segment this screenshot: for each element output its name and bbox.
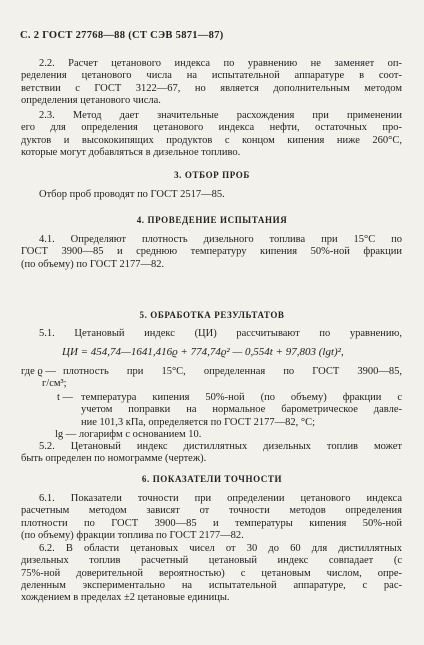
text-line: 2.2. Расчет цетанового индекса по уравнению не заменяет оп- — [39, 58, 402, 69]
text-line: дизельных топлив расчетный цетановый индекс совпадает (с — [21, 555, 402, 567]
cetane-index-formula: ЦИ = 454,74—1641,416ϱ + 774,74ϱ² — 0,554t + 97,803 (lgt)², — [62, 346, 344, 358]
section-heading-6: 6. ПОКАЗАТЕЛИ ТОЧНОСТИ — [141, 474, 283, 484]
text-line: (по объему) фракции топлива по ГОСТ 2177—82. — [21, 529, 244, 541]
section-heading-4: 4. ПРОВЕДЕНИЕ ИСПЫТАНИЯ — [136, 215, 288, 225]
text-line: г/см³; — [42, 378, 67, 390]
text-line: расчетным методом зависят от точности методов определения — [21, 505, 402, 517]
text-line: 5.2. Цетановый индекс дистиллятных дизельных топлив может — [39, 441, 402, 452]
paragraph-6-1 — [21, 493, 402, 542]
definition-t — [21, 392, 402, 429]
text-line: ние 101,3 кПа, определяется по ГОСТ 2177—82, °С; — [81, 416, 315, 428]
paragraph-3 — [21, 189, 402, 201]
text-line: учетом поправки на нормальное барометрическое давле- — [81, 404, 402, 416]
text-line: 5.1. Цетановый индекс (ЦИ) рассчитывают по уравнению, — [39, 328, 402, 339]
text-line: деленным экспериментально на испытательной аппаратуре, с рас- — [21, 579, 402, 591]
text-line: 6.2. В области цетановых чисел от 30 до 60 для дистиллятных — [39, 543, 402, 554]
section-heading-5: 5. ОБРАБОТКА РЕЗУЛЬТАТОВ — [139, 310, 285, 320]
section-heading-3: 3. ОТБОР ПРОБ — [174, 170, 250, 180]
definition-body — [42, 366, 402, 391]
paragraph-4-1 — [21, 234, 402, 271]
text-line: 4.1. Определяют плотность дизельного топлива при 15°С по — [39, 234, 402, 245]
text-line: 75%-ной доверительной вероятностью) с цетановым числом, опре- — [21, 567, 402, 579]
text-line: ветствии с ГОСТ 3122—67, но является дополнительным методом — [21, 82, 402, 94]
text-line: ГОСТ 3900—85 и среднюю температуру кипения 50%-ной фракции — [21, 246, 402, 258]
paragraph-5-2 — [21, 441, 402, 466]
text-line: определения цетанового числа. — [21, 94, 161, 106]
text-line: плотности по ГОСТ 3900—85 и температуры кипения 50%-ной — [21, 517, 402, 529]
text-line: хождением в пределах ±2 цетановые единицы. — [21, 592, 230, 604]
page-header: С. 2 ГОСТ 27768—88 (СТ СЭВ 5871—87) — [20, 30, 224, 41]
text-line: 6.1. Показатели точности при определении цетанового индекса — [39, 493, 402, 504]
text-line: (по объему) по ГОСТ 2177—82. — [21, 258, 165, 270]
paragraph-6-2 — [21, 543, 402, 604]
text-line: lg — логарифм с основанием 10. — [55, 429, 202, 440]
definition-rho — [21, 366, 402, 392]
text-line: Отбор проб проводят по ГОСТ 2517—85. — [39, 189, 225, 200]
definition-body — [81, 392, 402, 429]
text-line: которые могут добавляться в дизельное топливо. — [21, 146, 241, 158]
paragraph-2-2 — [21, 58, 402, 107]
text-line: температура кипения 50%-ной (по объему) фракции с — [81, 392, 402, 403]
definition-lg — [21, 429, 402, 441]
text-line: плотность при 15°С, определенная по ГОСТ 3900—85, — [63, 366, 402, 377]
paragraph-2-3 — [21, 110, 402, 159]
text-line: его для определения цетанового индекса нефти, остаточных про- — [21, 122, 402, 134]
variable-definitions — [21, 366, 402, 441]
text-line: быть определен по номограмме (чертеж). — [21, 453, 207, 465]
text-line: 2.3. Метод дает значительные расхождения при применении — [39, 110, 402, 121]
definition-label: где ϱ — — [21, 366, 56, 377]
text-line: ределения цетанового числа на испытательной аппаратуре в соот- — [21, 70, 402, 82]
text-line: дуктов и высококипящих продуктов с концом кипения ниже 260°С, — [21, 134, 402, 146]
definition-label: t — — [57, 392, 74, 403]
paragraph-5-1 — [21, 328, 402, 340]
